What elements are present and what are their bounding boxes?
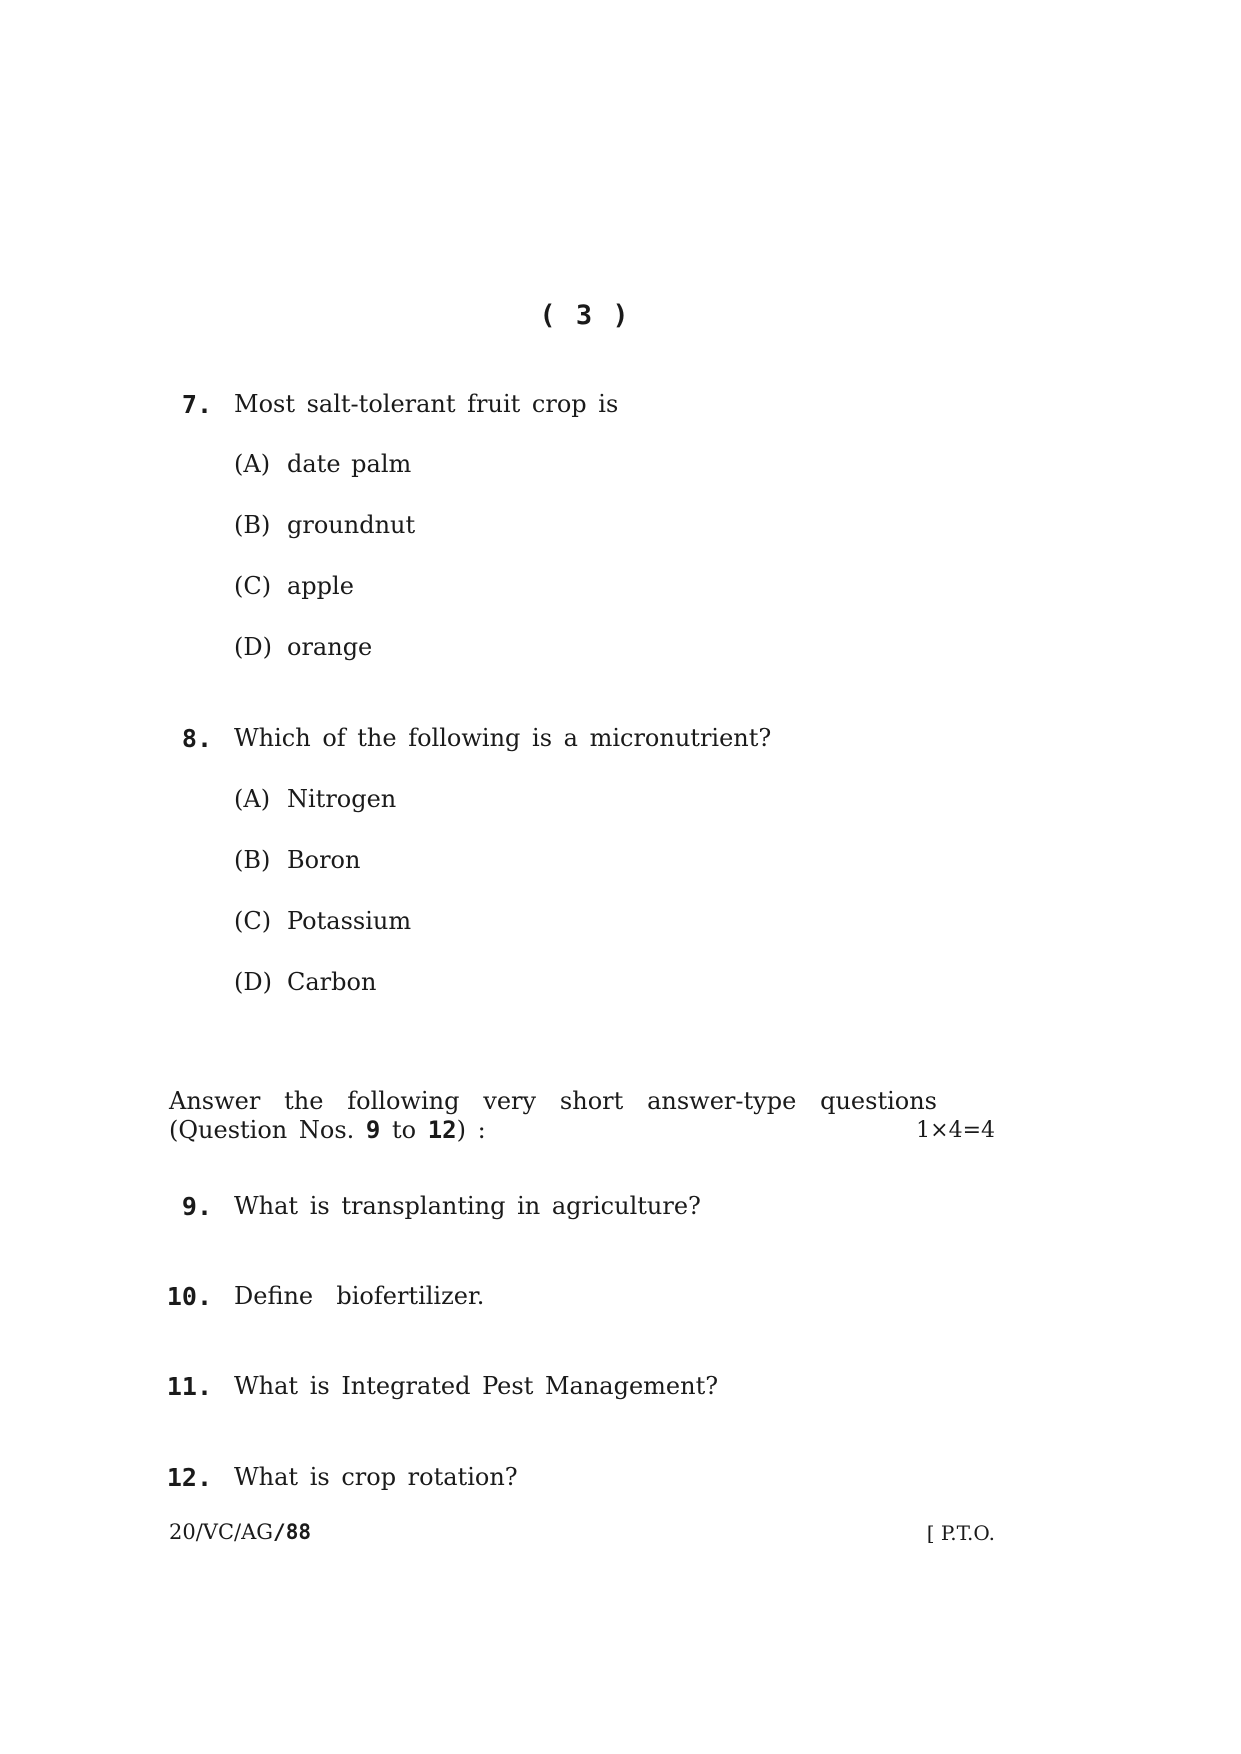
q7-option-d-text: orange [287, 633, 373, 661]
question-8-number: 8. [181, 724, 212, 753]
instruction-word: answer-type [647, 1087, 797, 1115]
question-11-text: What is Integrated Pest Management? [234, 1372, 719, 1400]
instruction-line-1 [169, 1087, 937, 1115]
question-10-number: 10. [166, 1282, 212, 1311]
please-turn-over: [ P.T.O. [926, 1521, 995, 1545]
q8-option-a-label: (A) [234, 785, 271, 813]
instruction-word: very [483, 1087, 537, 1115]
instruction-word: following [347, 1087, 460, 1115]
instruction-word: Answer [169, 1087, 261, 1115]
page-number: ( 3 ) [539, 300, 631, 331]
question-8-text: Which of the following is a micronutrient? [234, 724, 772, 752]
q7-option-a-text: date palm [287, 450, 412, 478]
q8-option-b-label: (B) [234, 846, 271, 874]
instruction-suffix: ) : [456, 1116, 486, 1144]
q7-option-c-label: (C) [234, 572, 272, 600]
q7-option-c-text: apple [287, 572, 354, 600]
instruction-prefix: (Question Nos. [169, 1116, 355, 1144]
paper-code-prefix: 20/VC/AG [169, 1520, 274, 1544]
q8-option-b-text: Boron [287, 846, 361, 874]
q7-option-b-text: groundnut [287, 511, 416, 539]
instruction-from: 9 [365, 1116, 381, 1144]
question-12-text: What is crop rotation? [234, 1463, 518, 1491]
q8-option-a-text: Nitrogen [287, 785, 397, 813]
paper-code-suffix: /88 [273, 1520, 311, 1544]
question-10-text: Define biofertilizer. [234, 1282, 485, 1310]
q8-option-c-text: Potassium [287, 907, 412, 935]
marks-allocation: 1×4=4 [916, 1118, 995, 1143]
instruction-word: the [284, 1087, 324, 1115]
question-7-number: 7. [181, 390, 212, 419]
question-9-text: What is transplanting in agriculture? [234, 1192, 701, 1220]
instruction-to: 12 [427, 1116, 457, 1144]
instruction-word: questions [820, 1087, 937, 1115]
question-9-number: 9. [181, 1192, 212, 1221]
q7-option-d-label: (D) [234, 633, 272, 661]
q8-option-c-label: (C) [234, 907, 272, 935]
q8-option-d-label: (D) [234, 968, 272, 996]
q8-option-d-text: Carbon [287, 968, 377, 996]
q7-option-a-label: (A) [234, 450, 271, 478]
question-7-text: Most salt-tolerant fruit crop is [234, 390, 619, 418]
section-instruction [169, 1087, 937, 1144]
instruction-word: short [559, 1087, 624, 1115]
question-12-number: 12. [166, 1463, 212, 1492]
instruction-line-2 [169, 1116, 937, 1144]
paper-code [169, 1520, 311, 1544]
instruction-to-word: to [392, 1116, 417, 1144]
q7-option-b-label: (B) [234, 511, 271, 539]
question-11-number: 11. [166, 1372, 212, 1401]
